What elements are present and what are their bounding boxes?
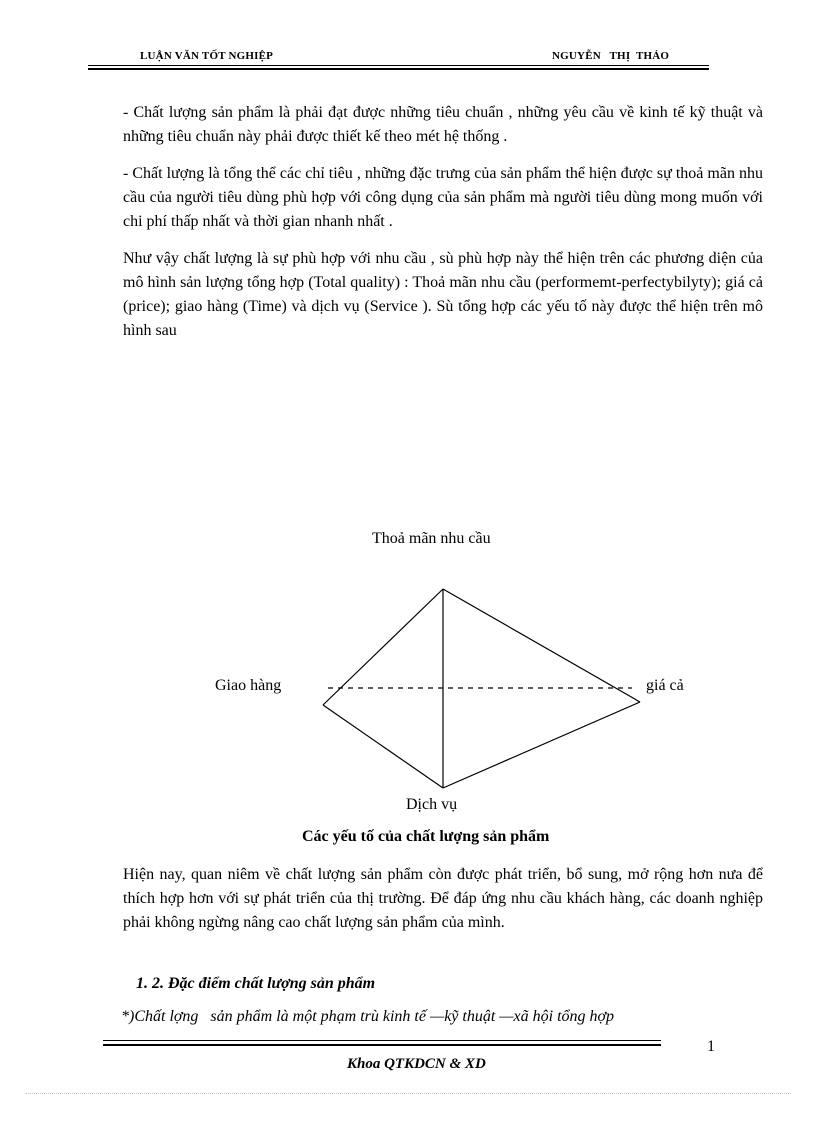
header-left: LUẬN VĂN TỐT NGHIỆP bbox=[140, 50, 274, 62]
section-heading: 1. 2. Đặc điểm chất lượng sản phẩm bbox=[136, 975, 376, 992]
section-subline: *)Chất lợng sản phẩm là một phạm trù kinh tế —kỹ thuật —xã hội tổng hợp bbox=[121, 1008, 615, 1025]
diagram-left-label: Giao hàng bbox=[215, 677, 282, 694]
diagram-bottom-label: Dịch vụ bbox=[406, 796, 458, 813]
quality-diamond-diagram bbox=[0, 570, 816, 830]
diagram-caption: Các yếu tố của chất lượng sản phẩm bbox=[302, 828, 550, 845]
paragraph-4 bbox=[111, 863, 763, 935]
diamond-edge-bottom-left bbox=[323, 705, 443, 788]
paragraph-1-text: - Chất lượng sản phẩm là phải đạt được những tiêu chuẩn , những yêu cầu về kinh tế kỹ thuật và những tiêu chuẩn này phải được thiết kế theo mét hệ thống . bbox=[123, 104, 763, 145]
paragraph-2 bbox=[111, 162, 763, 234]
footer-rule-thin bbox=[103, 1040, 661, 1041]
header-rule-thin bbox=[88, 65, 709, 66]
footer-rule-thick bbox=[103, 1044, 661, 1046]
paragraph-3 bbox=[111, 247, 763, 343]
page-number: 1 bbox=[707, 1038, 715, 1055]
paragraph-1 bbox=[111, 101, 763, 149]
diagram-top-label: Thoả mãn nhu cầu bbox=[372, 530, 491, 547]
diamond-edge-bottom-right bbox=[443, 702, 640, 788]
header-right: NGUYỄN THỊ THẢO bbox=[552, 50, 670, 62]
paragraph-4-text: Hiện nay, quan niêm về chất lượng sản phẩm còn được phát triển, bổ sung, mở rộng hơn nưa để thích hợp hơn với sự phát triển của thị trường. Để đáp ứng nhu cầu khách hàng, các doanh nghiệp phải không ngừng nâng cao chất lượng sản phẩm của mình. bbox=[123, 866, 763, 931]
paragraph-3-text: Như vậy chất lượng là sự phù hợp với nhu cầu , sù phù hợp này thể hiện trên các phương diện của mô hình sản lượng tổng hợp (Total quality) : Thoả mãn nhu cầu (performemt-perfectybilyty); giá cả (price); giao hàng (Time) và dịch vụ (Service ). Sù tổng hợp các yếu tố này được thể hiện trên mô hình sau bbox=[123, 250, 763, 339]
diagram-right-label: giá cả bbox=[646, 677, 684, 694]
header-rule-thick bbox=[88, 68, 709, 70]
footer-faculty: Khoa QTKDCN & XD bbox=[347, 1056, 486, 1072]
diamond-edge-top-right bbox=[443, 589, 640, 702]
paragraph-2-text: - Chất lượng là tổng thể các chỉ tiêu , những đặc trưng của sản phẩm thể hiện được sự thoả mãn nhu cầu của người tiêu dùng phù hợp với công dụng của sản phẩm mà người tiêu dùng mong muốn với chi phí thấp nhất và thời gian nhanh nhất . bbox=[123, 165, 763, 230]
page-bottom-dotted-line bbox=[25, 1093, 791, 1094]
